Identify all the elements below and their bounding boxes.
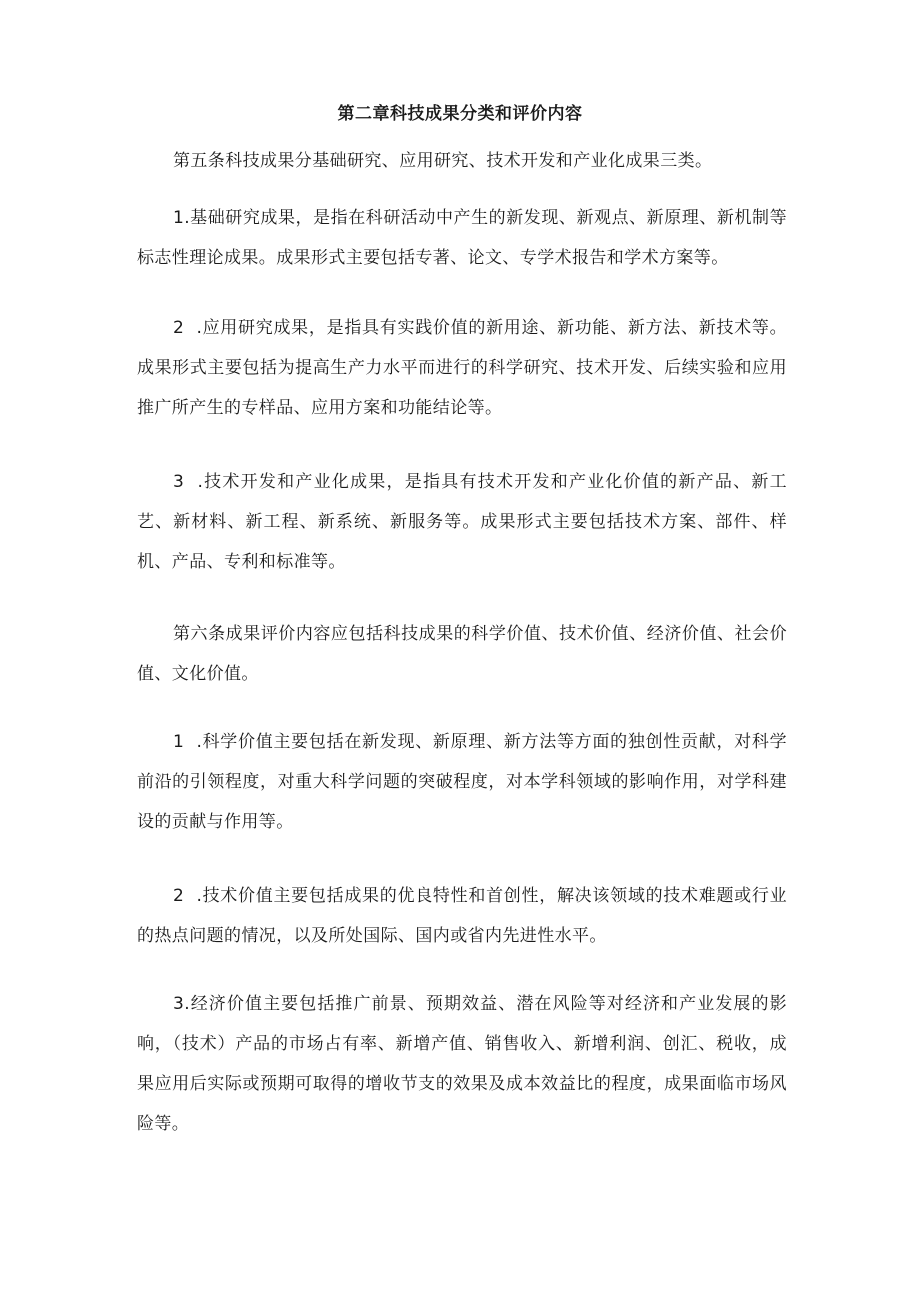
chapter-title: 第二章科技成果分类和评价内容	[337, 104, 583, 124]
technical-value-paragraph: 2 .技术价值主要包括成果的优良特性和首创性，解决该领域的技术难题或行业的热点问题的情况，以及所处国际、国内或省内先进性水平。	[137, 886, 787, 946]
basic-research-paragraph: 1.基础研究成果，是指在科研活动中产生的新发现、新观点、新原理、新机制等标志性理论成果。成果形式主要包括专著、论文、专学术报告和学术方案等。	[137, 208, 787, 268]
article-6-paragraph: 第六条成果评价内容应包括科技成果的科学价值、技术价值、经济价值、社会价值、文化价值。	[137, 624, 787, 684]
scientific-value-paragraph: 1 .科学价值主要包括在新发现、新原理、新方法等方面的独创性贡献，对科学前沿的引领程度，对重大科学问题的突破程度，对本学科领域的影响作用，对学科建设的贡献与作用等。	[137, 732, 787, 832]
article-5-paragraph: 第五条科技成果分基础研究、应用研究、技术开发和产业化成果三类。	[173, 151, 713, 171]
applied-research-paragraph: 2 .应用研究成果，是指具有实践价值的新用途、新功能、新方法、新技术等。成果形式主要包括为提高生产力水平而进行的科学研究、技术开发、后续实验和应用推广所产生的专样品、应用方案和功能结论等。	[137, 318, 787, 418]
tech-development-paragraph: 3 .技术开发和产业化成果，是指具有技术开发和产业化价值的新产品、新工艺、新材料、新工程、新系统、新服务等。成果形式主要包括技术方案、部件、样机、产品、专利和标准等。	[137, 472, 787, 572]
economic-value-paragraph: 3.经济价值主要包括推广前景、预期效益、潜在风险等对经济和产业发展的影响，（技术）产品的市场占有率、新增产值、销售收入、新增利润、创汇、税收，成果应用后实际或预期可取得的增收节支的效果及成本效益比的程度，成果面临市场风险等。	[137, 994, 787, 1134]
